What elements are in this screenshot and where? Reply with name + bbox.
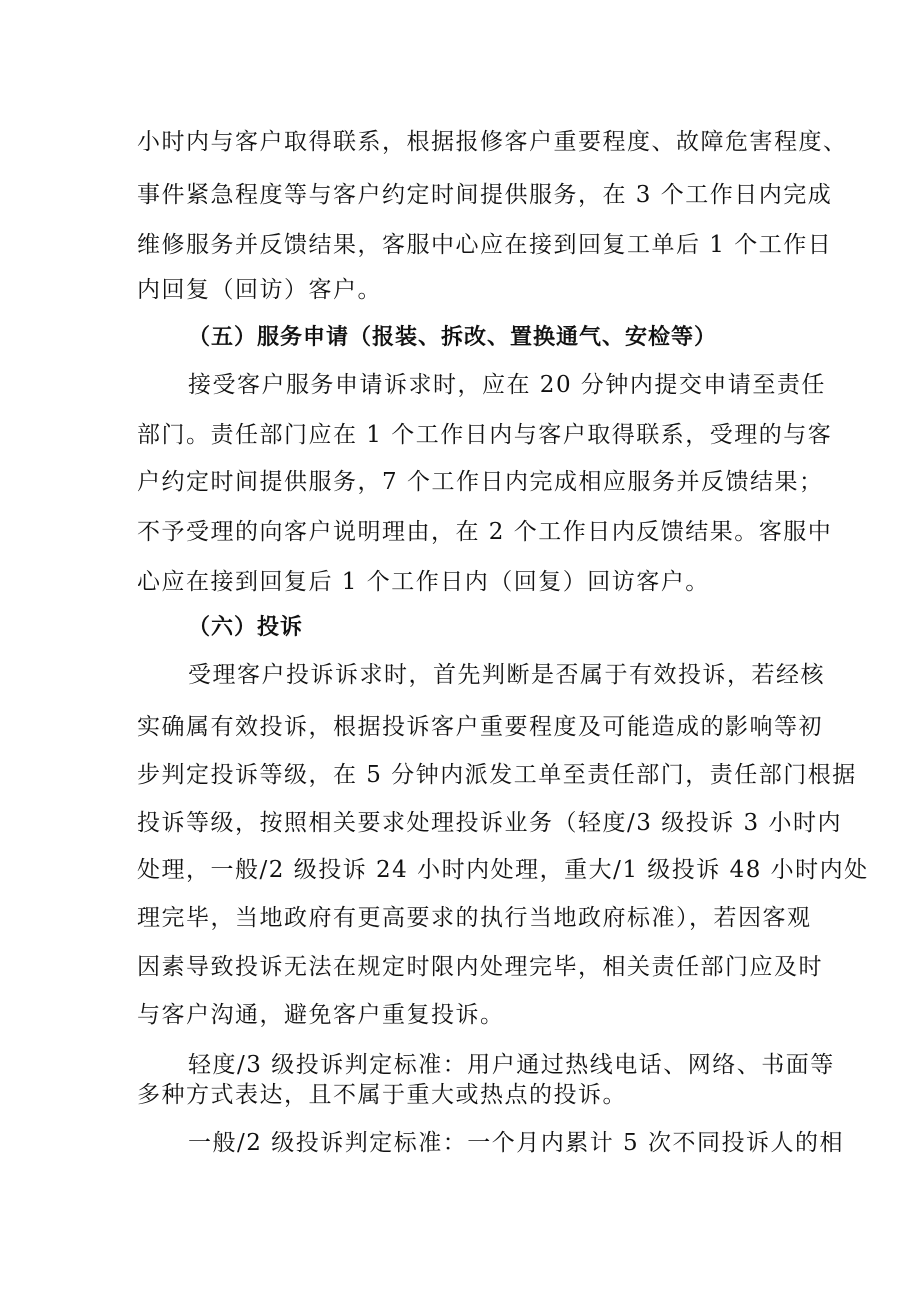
paragraph-line: 内回复（回访）客户。	[137, 277, 382, 303]
paragraph-line: 不予受理的向客户说明理由，在 2 个工作日内反馈结果。客服中	[137, 519, 833, 545]
paragraph-line: 实确属有效投诉，根据投诉客户重要程度及可能造成的影响等初	[137, 714, 823, 740]
paragraph-line: 理完毕，当地政府有更高要求的执行当地政府标准），若因客观	[137, 905, 812, 931]
paragraph-line: 与客户沟通，避免客户重复投诉。	[137, 1002, 505, 1028]
paragraph-line: 部门。责任部门应在 1 个工作日内与客户取得联系，受理的与客	[137, 422, 833, 448]
paragraph-line: 步判定投诉等级，在 5 分钟内派发工单至责任部门，责任部门根据	[137, 762, 857, 788]
paragraph-line: 多种方式表达，且不属于重大或热点的投诉。	[137, 1082, 627, 1108]
paragraph-line: 维修服务并反馈结果，客服中心应在接到回复工单后 1 个工作日	[137, 232, 833, 258]
paragraph-line: 受理客户投诉诉求时，首先判断是否属于有效投诉，若经核	[188, 662, 825, 688]
paragraph-line: 投诉等级，按照相关要求处理投诉业务（轻度/3 级投诉 3 小时内	[137, 810, 842, 836]
section-heading-6: （六）投诉	[188, 615, 304, 640]
paragraph-line: 心应在接到回复后 1 个工作日内（回复）回访客户。	[137, 569, 710, 595]
paragraph-line: 轻度/3 级投诉判定标准：用户通过热线电话、网络、书面等	[188, 1052, 835, 1078]
paragraph-line: 一般/2 级投诉判定标准：一个月内累计 5 次不同投诉人的相	[188, 1130, 844, 1156]
paragraph-line: 事件紧急程度等与客户约定时间提供服务，在 3 个工作日内完成	[137, 182, 833, 208]
paragraph-line: 接受客户服务申请诉求时，应在 20 分钟内提交申请至责任	[188, 372, 826, 398]
paragraph-line: 处理，一般/2 级投诉 24 小时内处理，重大/1 级投诉 48 小时内处	[137, 857, 869, 883]
paragraph-line: 小时内与客户取得联系，根据报修客户重要程度、故障危害程度、	[137, 129, 848, 155]
paragraph-line: 因素导致投诉无法在规定时限内处理完毕，相关责任部门应及时	[137, 954, 823, 980]
section-heading-5: （五）服务申请（报装、拆改、置换通气、安检等）	[188, 325, 718, 350]
paragraph-line: 户约定时间提供服务，7 个工作日内完成相应服务并反馈结果；	[137, 469, 824, 495]
